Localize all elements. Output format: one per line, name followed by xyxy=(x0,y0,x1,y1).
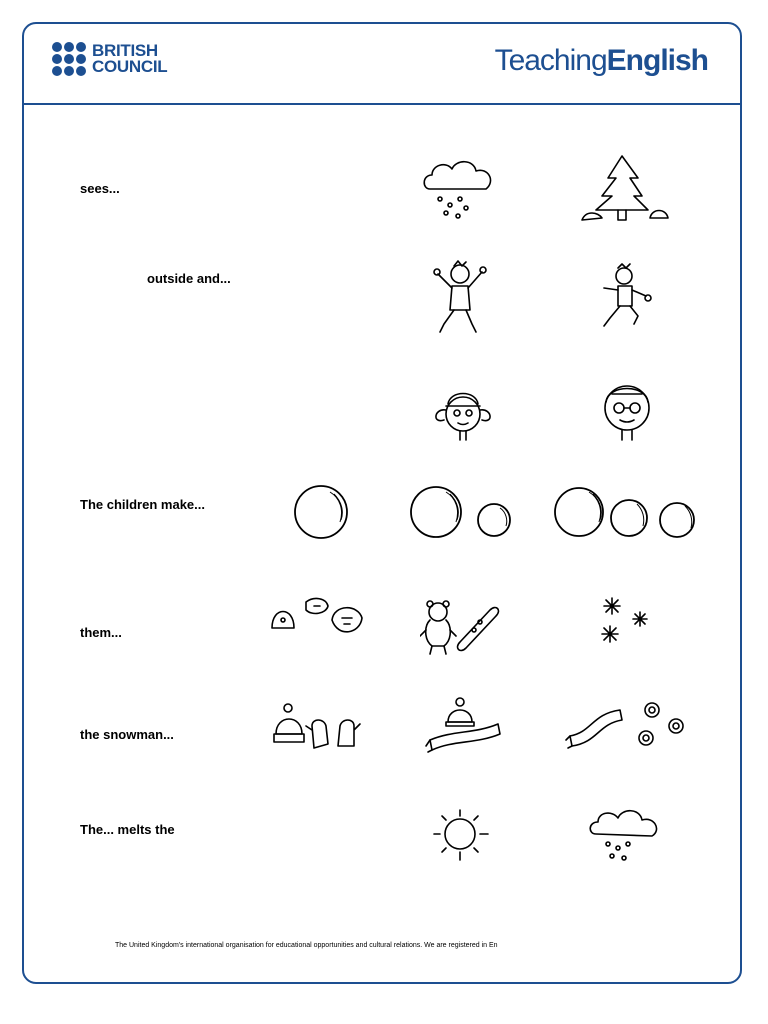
three-snowballs-icon xyxy=(553,484,699,542)
row-label-children-make: The children make... xyxy=(80,497,205,512)
snowflakes-icon xyxy=(596,594,656,646)
boy-jumping-icon xyxy=(430,258,490,338)
te-part1: Teaching xyxy=(494,44,607,77)
teaching-english-logo xyxy=(495,44,708,78)
row-label-melts: The... melts the xyxy=(80,822,175,837)
teddy-and-gingerbread-icon xyxy=(420,596,502,658)
row-label-sees: sees... xyxy=(80,181,120,196)
sun-icon xyxy=(428,808,492,864)
snow-cloud-icon xyxy=(420,155,500,225)
te-part2: English xyxy=(606,44,708,77)
small-toys-icon xyxy=(268,596,368,644)
row-label-them: them... xyxy=(80,625,122,640)
scarf-and-buttons-icon xyxy=(562,696,692,754)
two-snowballs-icon xyxy=(408,484,514,542)
snowy-tree-icon xyxy=(578,152,670,224)
row-label-snowman: the snowman... xyxy=(80,727,174,742)
footer-text: The United Kingdom's international organisation for educational opportunities and cultural relations. We are registered in En xyxy=(115,942,498,949)
girl-face-icon xyxy=(428,380,498,446)
boy-running-icon xyxy=(598,262,658,334)
boy-face-icon xyxy=(592,376,662,446)
row-label-outside: outside and... xyxy=(147,271,231,286)
hat-and-scarf-icon xyxy=(424,694,506,754)
one-snowball-icon xyxy=(292,484,354,542)
british-council-dots-icon xyxy=(52,42,86,76)
header-divider xyxy=(24,103,740,105)
bc-line1: BRITISH xyxy=(92,41,158,60)
bc-line2: COUNCIL xyxy=(92,57,168,76)
british-council-logo xyxy=(52,42,167,76)
hat-and-mittens-icon xyxy=(270,700,370,752)
snow-cloud-small-icon xyxy=(586,808,666,868)
